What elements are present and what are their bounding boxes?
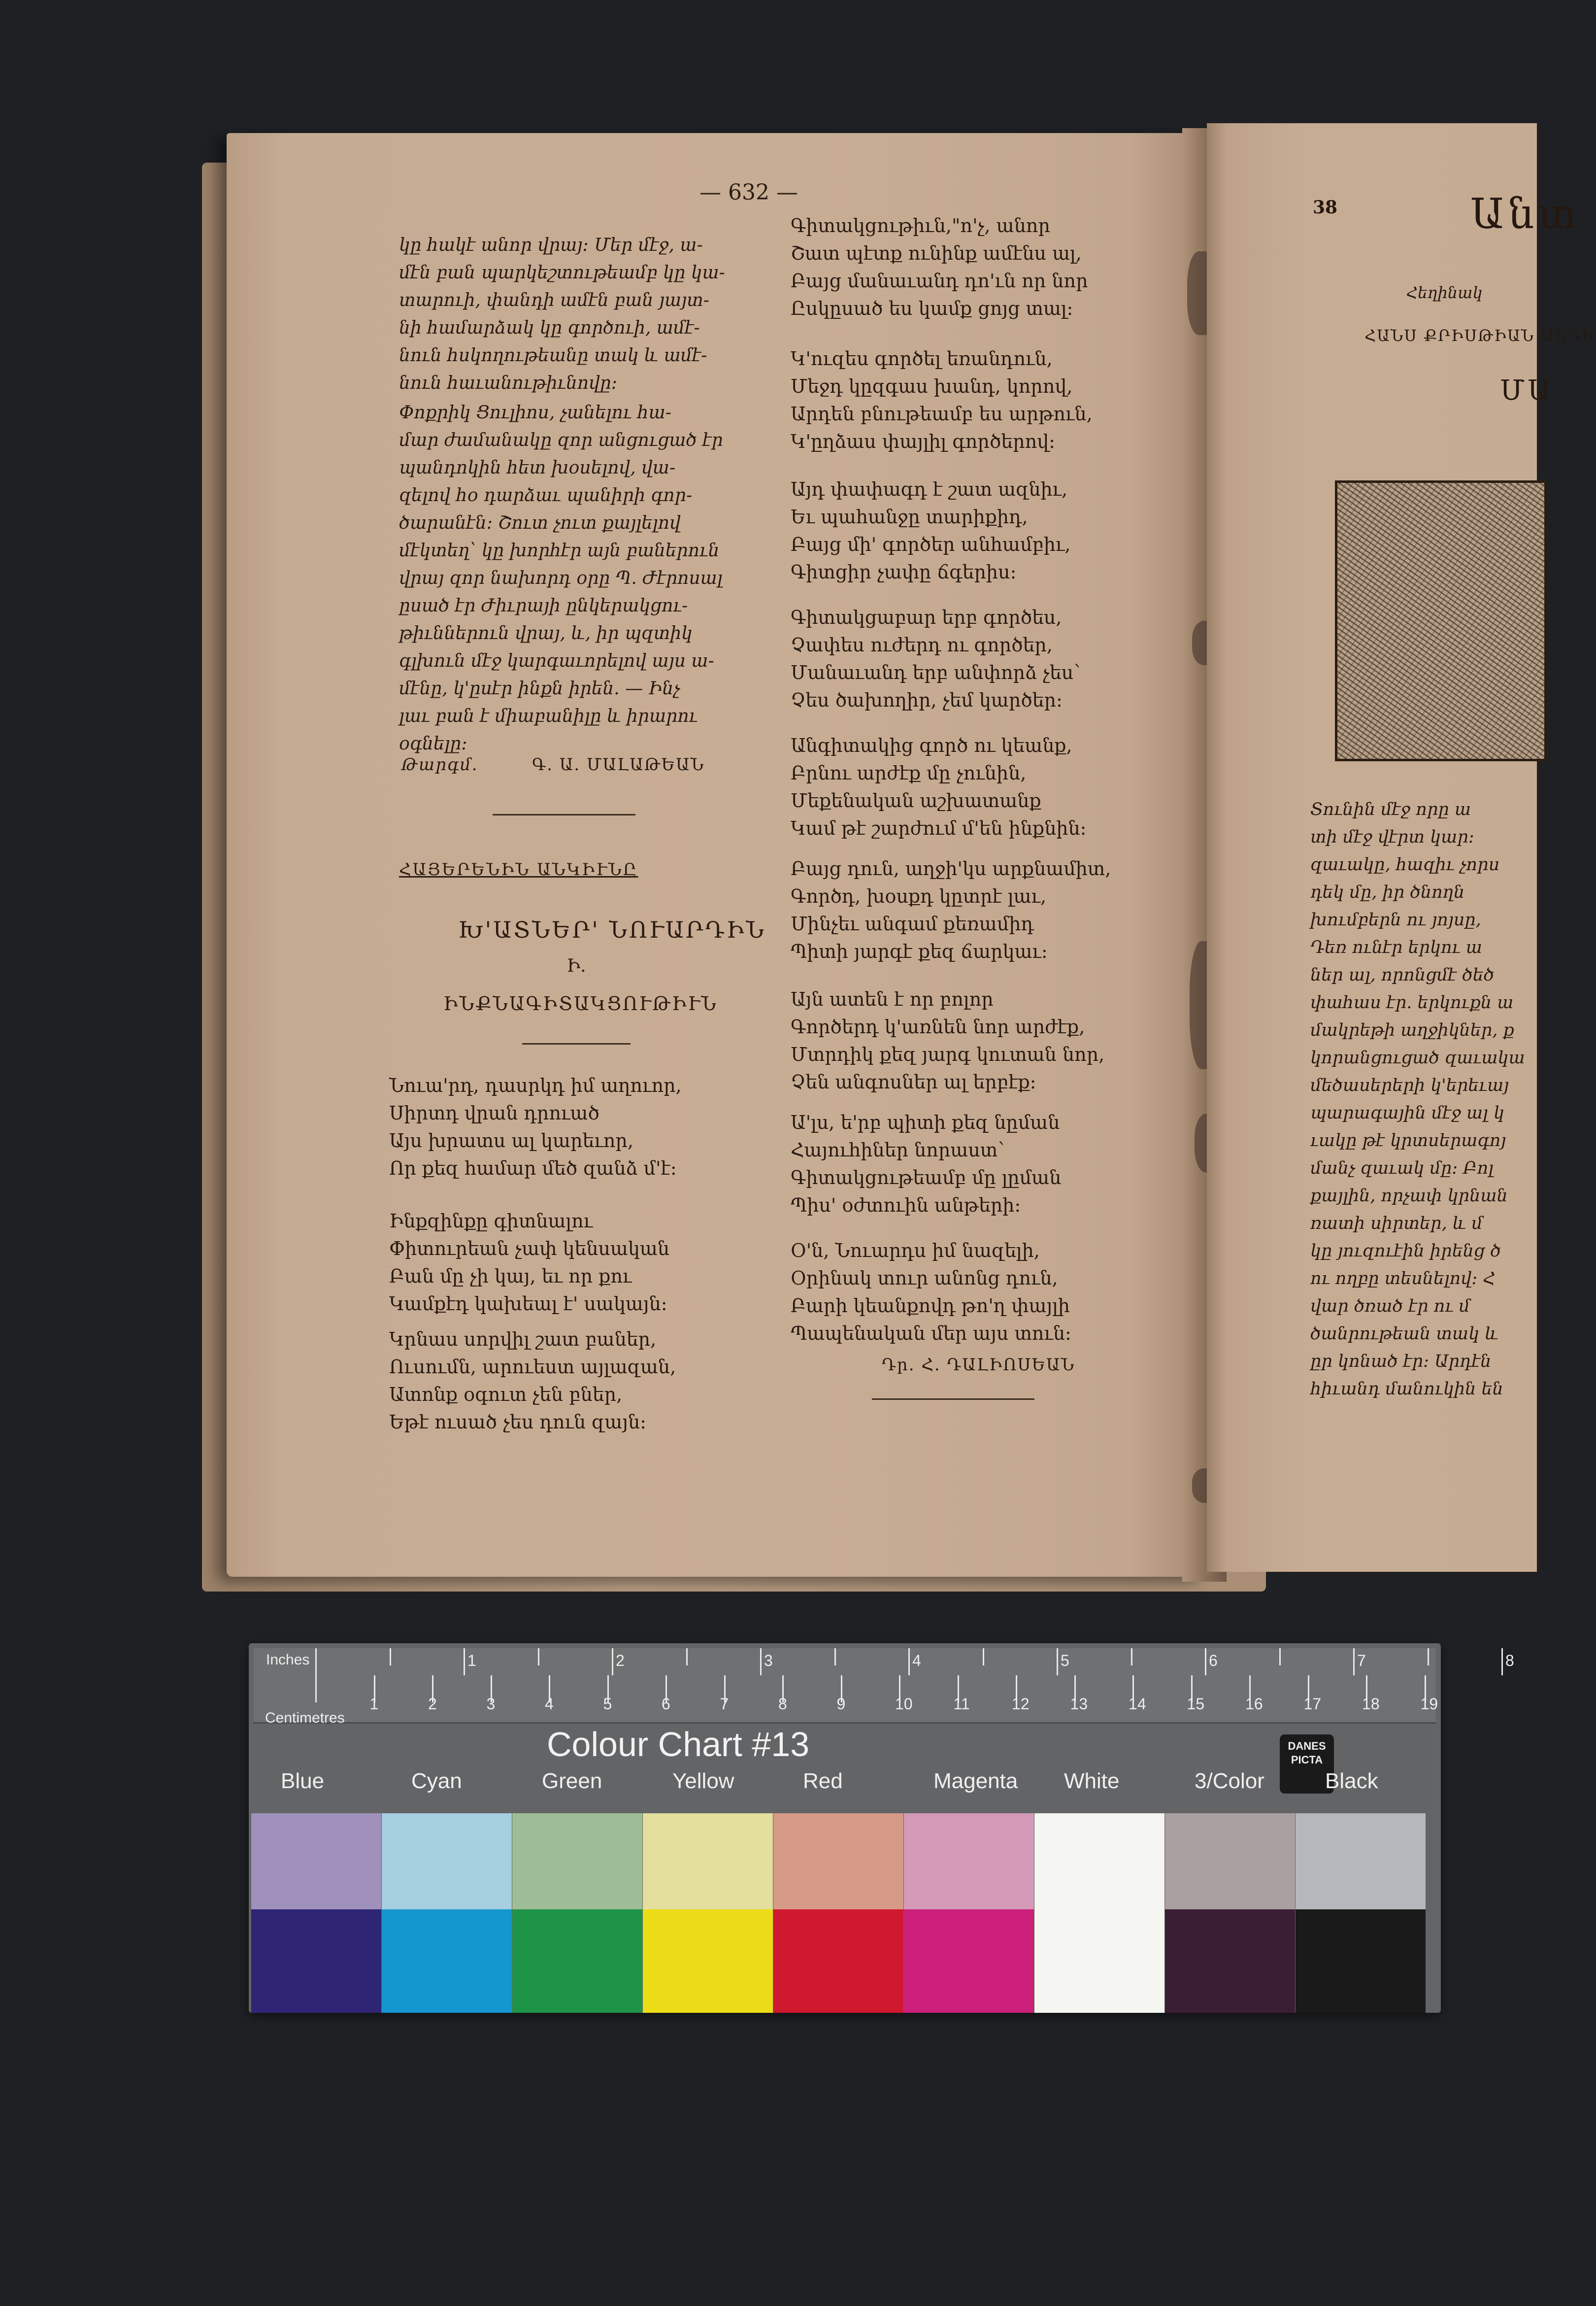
poem-stanza-4: Գիտակցութիւն,"ո'չ, անոր Շատ պէտք ունինք ամէնս ալ, Բայց մանաւանդ դո'ւն որ նոր Ըսկըսած ես կամք ցոյց տալ:	[791, 215, 1088, 319]
colour-patch-label: Green	[542, 1769, 602, 1793]
author-name: ՀԱՆՍ ՔՐԻՍԹԻԱՆ ԱՆԴԵ	[1364, 326, 1596, 345]
ruler-inch-tick	[686, 1648, 688, 1665]
ruler-inch-tick	[464, 1648, 465, 1675]
poem-stanza-5: Կ'ուզես գործել եռանդուն, Մեջդ կըզգաս խանդ, կորով, Արդեն բնութեամբ ես արթուն, Կ'ըղձաս փայլիլ գործերով:	[791, 348, 1093, 452]
ruler-inch-tick	[612, 1648, 613, 1675]
colour-patch-light	[251, 1813, 381, 1909]
colour-patch-light	[512, 1813, 642, 1909]
translator-label: Թարգմ.	[401, 755, 478, 775]
ruler-inch-number: 4	[912, 1652, 921, 1669]
ruler-inch-tick	[834, 1648, 836, 1665]
ruler-cm-number: 10	[895, 1695, 913, 1713]
ruler-inch-number: 6	[1209, 1652, 1218, 1669]
colour-patch-light	[904, 1813, 1034, 1909]
ruler-inch-tick	[1279, 1648, 1281, 1665]
ruler-cm-tick	[315, 1675, 317, 1702]
colour-patch-label: Cyan	[411, 1769, 462, 1793]
ruler-inch-tick	[1205, 1648, 1206, 1675]
colour-patch-dark	[904, 1909, 1034, 2013]
ruler-cm-number: 12	[1012, 1695, 1030, 1713]
ruler-cm-number: 1	[369, 1695, 379, 1713]
prose-paragraph-2: Փոքրիկ Ցուլիոս, չանելու հա- մար ժամանակը զոր անցուցած էր պանդոկին հետ խօսելով, վա- զելով հօ դարձաւ պանիրի գոր- ծարանէն։ Շուտ չուտ քայլելով մէկտեղ՝ կը խորհէր այն բաներուն վրայ զոր նախորդ օրը Պ. Ժէրոսալ ըսած էր Ժիւրայի ընկերակցու- թիւններուն վրայ, և, իր պզտիկ գլխուն մէջ կարգաւորելով այս ա- մէնը, կ'ըսէր ինքն իրեն. — Ինչ լաւ բան է միաբանիլը և իրարու օգնելը։	[399, 403, 723, 754]
colour-patch-label: Red	[803, 1769, 843, 1793]
ruler-cm-number: 2	[428, 1695, 437, 1713]
ruler-cm-number: 19	[1420, 1695, 1438, 1713]
colour-patch-label: Black	[1325, 1769, 1378, 1793]
poem-stanza-9: Բայց դուն, աղջի'կս արքնամիտ, Գործդ, խօսքդ կըտրէ լաւ, Մինչեւ անգամ քեռամիդ Պիտի յարգէ քեզ ճարկաւ:	[791, 858, 1111, 962]
ruler-inch-number: 7	[1357, 1652, 1366, 1669]
colour-patch-light	[773, 1813, 903, 1909]
colour-patch-light	[382, 1813, 512, 1909]
poem-stanza-2: Ինքզինքը գիտնալու Փիտուրեան չափ կենսական Բան մը չի կայ, եւ որ քու Կամքէդ կախեալ է' սակայն:	[389, 1210, 670, 1315]
ruler-inch-number: 1	[467, 1652, 476, 1669]
section-heading: ՀԱՅԵՐԵՆԻՆ ԱՆԿԻՒՆԸ	[399, 860, 638, 880]
ruler-cm-number: 17	[1303, 1695, 1322, 1713]
colour-patch-dark	[773, 1909, 903, 2013]
ruler-cm-number: 4	[545, 1695, 554, 1713]
ruler-inch-tick	[908, 1648, 910, 1675]
colour-patch-label: Magenta	[933, 1769, 1018, 1793]
running-head: Անտ	[1470, 190, 1581, 238]
poem-stanza-7: Գիտակցաբար երբ գործես, Չափես ուժերդ ու գործեր, Մանաւանդ երբ անփորձ չես՝ Չես ծախողիր, չեմ կարծեր:	[791, 607, 1081, 711]
poem-stanza-12: Օ'ն, Նուարդս իմ նազելի, Օրինակ տուր անոնց դուն, Բարի կեանքովդ թո'ղ փայլի Պապենական մեր այս տուն:	[791, 1240, 1071, 1344]
poem-stanza-8: Անգիտակից գործ ու կեանք, Բրնու արժէք մը չունին, Մեքենական աշխատանք Կամ թէ շարժում մ'են ինքնին:	[791, 735, 1087, 839]
danes-picta-logo: DANES PICTA	[1280, 1734, 1334, 1794]
colour-patch-label: White	[1064, 1769, 1120, 1793]
poem-stanza-1: Նուա'րդ, դասրկդ իմ աղուոր, Սիրտդ վրան դրուած Այս խրատս ալ կարեւոր, Որ քեզ համար մեծ զանձ մ'է:	[389, 1075, 682, 1179]
colour-patch-light	[1165, 1813, 1295, 1909]
ruler-inch-tick	[538, 1648, 539, 1665]
ruler-inch-tick	[1353, 1648, 1355, 1675]
poem-subtitle: ԻՆՔՆԱԳԻՏԱԿՑՈՒԹԻՒՆ	[443, 993, 718, 1015]
ruler-inch-number: 8	[1505, 1652, 1514, 1669]
ruler-cm-number: 5	[603, 1695, 612, 1713]
poem-stanza-10: Այն ատեն է որ բոլոր Գործերդ կ'առնեն նոր արժէք, Մտրդիկ քեզ յարգ կուտան նոր, Չեն անգոսներ ալ երբէք:	[791, 988, 1105, 1093]
ruler-inch-tick	[315, 1648, 317, 1675]
ruler-cm-number: 11	[953, 1695, 970, 1713]
colour-chart-title: Colour Chart #13	[547, 1725, 810, 1763]
centimetres-label: Centimetres	[265, 1710, 345, 1726]
page-number-right: 38	[1313, 197, 1338, 218]
ruler-inch-tick	[760, 1648, 762, 1675]
ruler-cm-number: 7	[720, 1695, 729, 1713]
prose-paragraph-1: կը հակէ անոր վրայ։ Մեր մէջ, ա- մէն բան պարկեշտութեամբ կը կա- տարուի, փանդի ամէն բան յայտ- նի համարձակ կը գործուի, ամէ- նուն հսկողութեանը տակ և ամէ- նուն հաւանութիւնովը։	[399, 235, 725, 393]
colour-patch-label: Yellow	[672, 1769, 734, 1793]
page-number-left: — 632 —	[699, 180, 798, 205]
story-title: ՄԱ	[1500, 374, 1553, 407]
ruler-inch-number: 5	[1061, 1652, 1069, 1669]
ruler-cm-number: 16	[1245, 1695, 1263, 1713]
colour-patch-dark	[512, 1909, 642, 2013]
poem-title: Խ'ԱՏՆԵՐ' ՆՈՒԱՐԴԻՆ	[458, 916, 766, 943]
ruler-cm-number: 8	[778, 1695, 787, 1713]
colour-patch-label: 3/Color	[1195, 1769, 1264, 1793]
ruler-inch-number: 2	[616, 1652, 625, 1669]
poem-stanza-3: Կրնաս սորվիլ շատ բաներ, Ուսումն, արուեստ այլազան, Ատոնք օգուտ չեն բներ, Եթէ ուսած չես դուն զայն:	[389, 1328, 676, 1433]
end-divider	[872, 1398, 1034, 1400]
colour-patch-light	[643, 1813, 773, 1909]
colour-patch-dark	[251, 1909, 381, 2013]
ruler-cm-number: 13	[1070, 1695, 1088, 1713]
colour-patch-dark	[643, 1909, 773, 2013]
translator-name: Գ. Ա. ՄԱԼԱԹԵԱՆ	[532, 755, 705, 775]
colour-patch-dark	[1165, 1909, 1295, 2013]
genre-label: Հեղինակ	[1406, 283, 1483, 302]
poem-numeral: Ի.	[566, 956, 586, 976]
engraving-illustration	[1335, 480, 1547, 761]
ruler-inch-tick	[390, 1648, 391, 1665]
ruler-cm-number: 15	[1187, 1695, 1205, 1713]
ruler-cm-number: 18	[1362, 1695, 1380, 1713]
ruler-cm-number: 6	[662, 1695, 670, 1713]
ruler-inch-number: 3	[764, 1652, 773, 1669]
colour-patch-label: Blue	[281, 1769, 325, 1793]
ornamental-divider-small	[522, 1043, 631, 1045]
ruler-inch-tick	[1501, 1648, 1503, 1675]
colour-patch-light	[1296, 1813, 1426, 1909]
poem-signature: Դր. Հ. ԴԱԼԻՈՍԵԱՆ	[882, 1355, 1075, 1375]
ruler-cm-number: 3	[486, 1695, 496, 1713]
colour-patch-dark	[382, 1909, 512, 2013]
colour-patch-light	[1034, 1813, 1164, 1909]
ruler-inch-tick	[1131, 1648, 1132, 1665]
poem-stanza-6: Այդ փափագդ է շատ ազնիւ, Եւ պահանջը տարիքիդ, Բայց մի' գործեր անհամբիւ, Գիտցիր չափը ճգերիս:	[791, 478, 1071, 583]
inches-label: Inches	[266, 1652, 310, 1668]
ruler-cm-number: 14	[1129, 1695, 1146, 1713]
colour-patch-dark	[1296, 1909, 1426, 2013]
right-page-prose: Տունին մէջ որը ա տի մէջ վէրտ կար։ զաւակը, հազիւ չորս դեկ մը, իր ծնողն խումբերն ու յոյսը, Դեռ ունէր երկու ա ներ ալ, որոնցմէ ծեծ փահաս էր. երկուքն ա մակրեթի աղջիկներ, ք կորանցուցած զաւակա մեծասերերի կ'երեւայ պարագային մէջ ալ կ ւակը թէ կրտսերագոյ մանչ զաւակ մը։ Բոլ քայլին, որչափ կրնան ռատի սիրտեր, և մ կը յուզուէին իրենց ծ ու ողբը տեսնելով։ Հ վար ծռած էր ու մ ծանրութեան տակ և ըր կոնած էր։ Արդէն հիւանդ մանուկին են	[1310, 800, 1525, 1399]
ruler-inch-tick	[983, 1648, 984, 1665]
ruler-cm-number: 9	[836, 1695, 846, 1713]
poem-stanza-11: Ա'լս, ե'րբ պիտի քեզ նըման Հայուհիներ նորաստ՝ Գիտակցութեամբ մը լըման Պիս' օժտուին անթերի:	[791, 1112, 1062, 1216]
ruler-inch-tick	[1057, 1648, 1058, 1675]
ruler-inch-tick	[1428, 1648, 1429, 1665]
colour-patch-dark	[1034, 1909, 1164, 2013]
ornamental-divider	[493, 814, 635, 815]
